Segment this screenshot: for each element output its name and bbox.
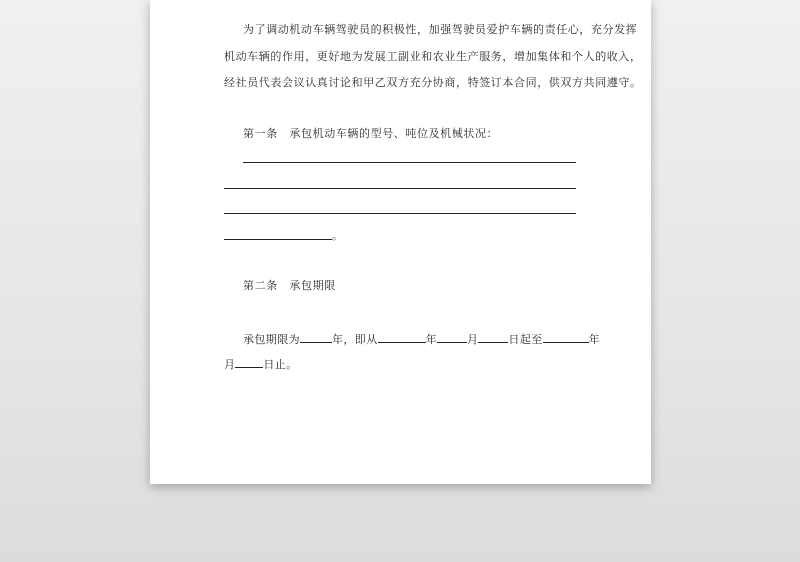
term-text-8: 日止。: [263, 358, 298, 371]
article-1-fill-line-4: [224, 239, 332, 240]
article-1-fill-line-3: [224, 213, 576, 214]
intro-line-2: 机动车辆的作用，更好地为发展工副业和农业生产服务，增加集体和个人的收入，: [224, 50, 642, 63]
term-text-1: 承包期限为: [243, 333, 300, 346]
start-month-blank: [437, 331, 467, 343]
start-year-blank: [378, 331, 426, 343]
end-year-blank: [543, 331, 589, 343]
document-page: [150, 0, 651, 484]
term-text-6: 年: [588, 333, 601, 346]
intro-line-1: 为了调动机动车辆驾驶员的积极性，加强驾驶员爱护车辆的责任心，充分发挥: [243, 23, 638, 36]
term-text-7: 月: [224, 358, 236, 371]
article-2-heading: 第二条 承包期限: [243, 279, 336, 292]
term-text-4: 月: [467, 333, 479, 346]
term-text-5: 日起至: [508, 333, 543, 346]
term-years-blank: [300, 331, 332, 343]
article-2-term-line-2: [224, 356, 298, 372]
intro-line-3: 经社员代表会议认真讨论和甲乙双方充分协商，特签订本合同，供双方共同遵守。: [224, 76, 642, 89]
term-text-2: 年，即从: [332, 333, 378, 346]
article-1-fill-line-1: [243, 162, 576, 163]
term-text-3: 年: [425, 333, 438, 346]
article-1-heading: 第一条 承包机动车辆的型号、吨位及机械状况：: [243, 127, 499, 140]
article-1-end-mark: 。: [332, 229, 344, 242]
start-day-blank: [478, 331, 508, 343]
end-day-blank: [235, 356, 263, 368]
article-1-fill-line-2: [224, 188, 576, 189]
article-2-term-line-1: [243, 331, 600, 347]
